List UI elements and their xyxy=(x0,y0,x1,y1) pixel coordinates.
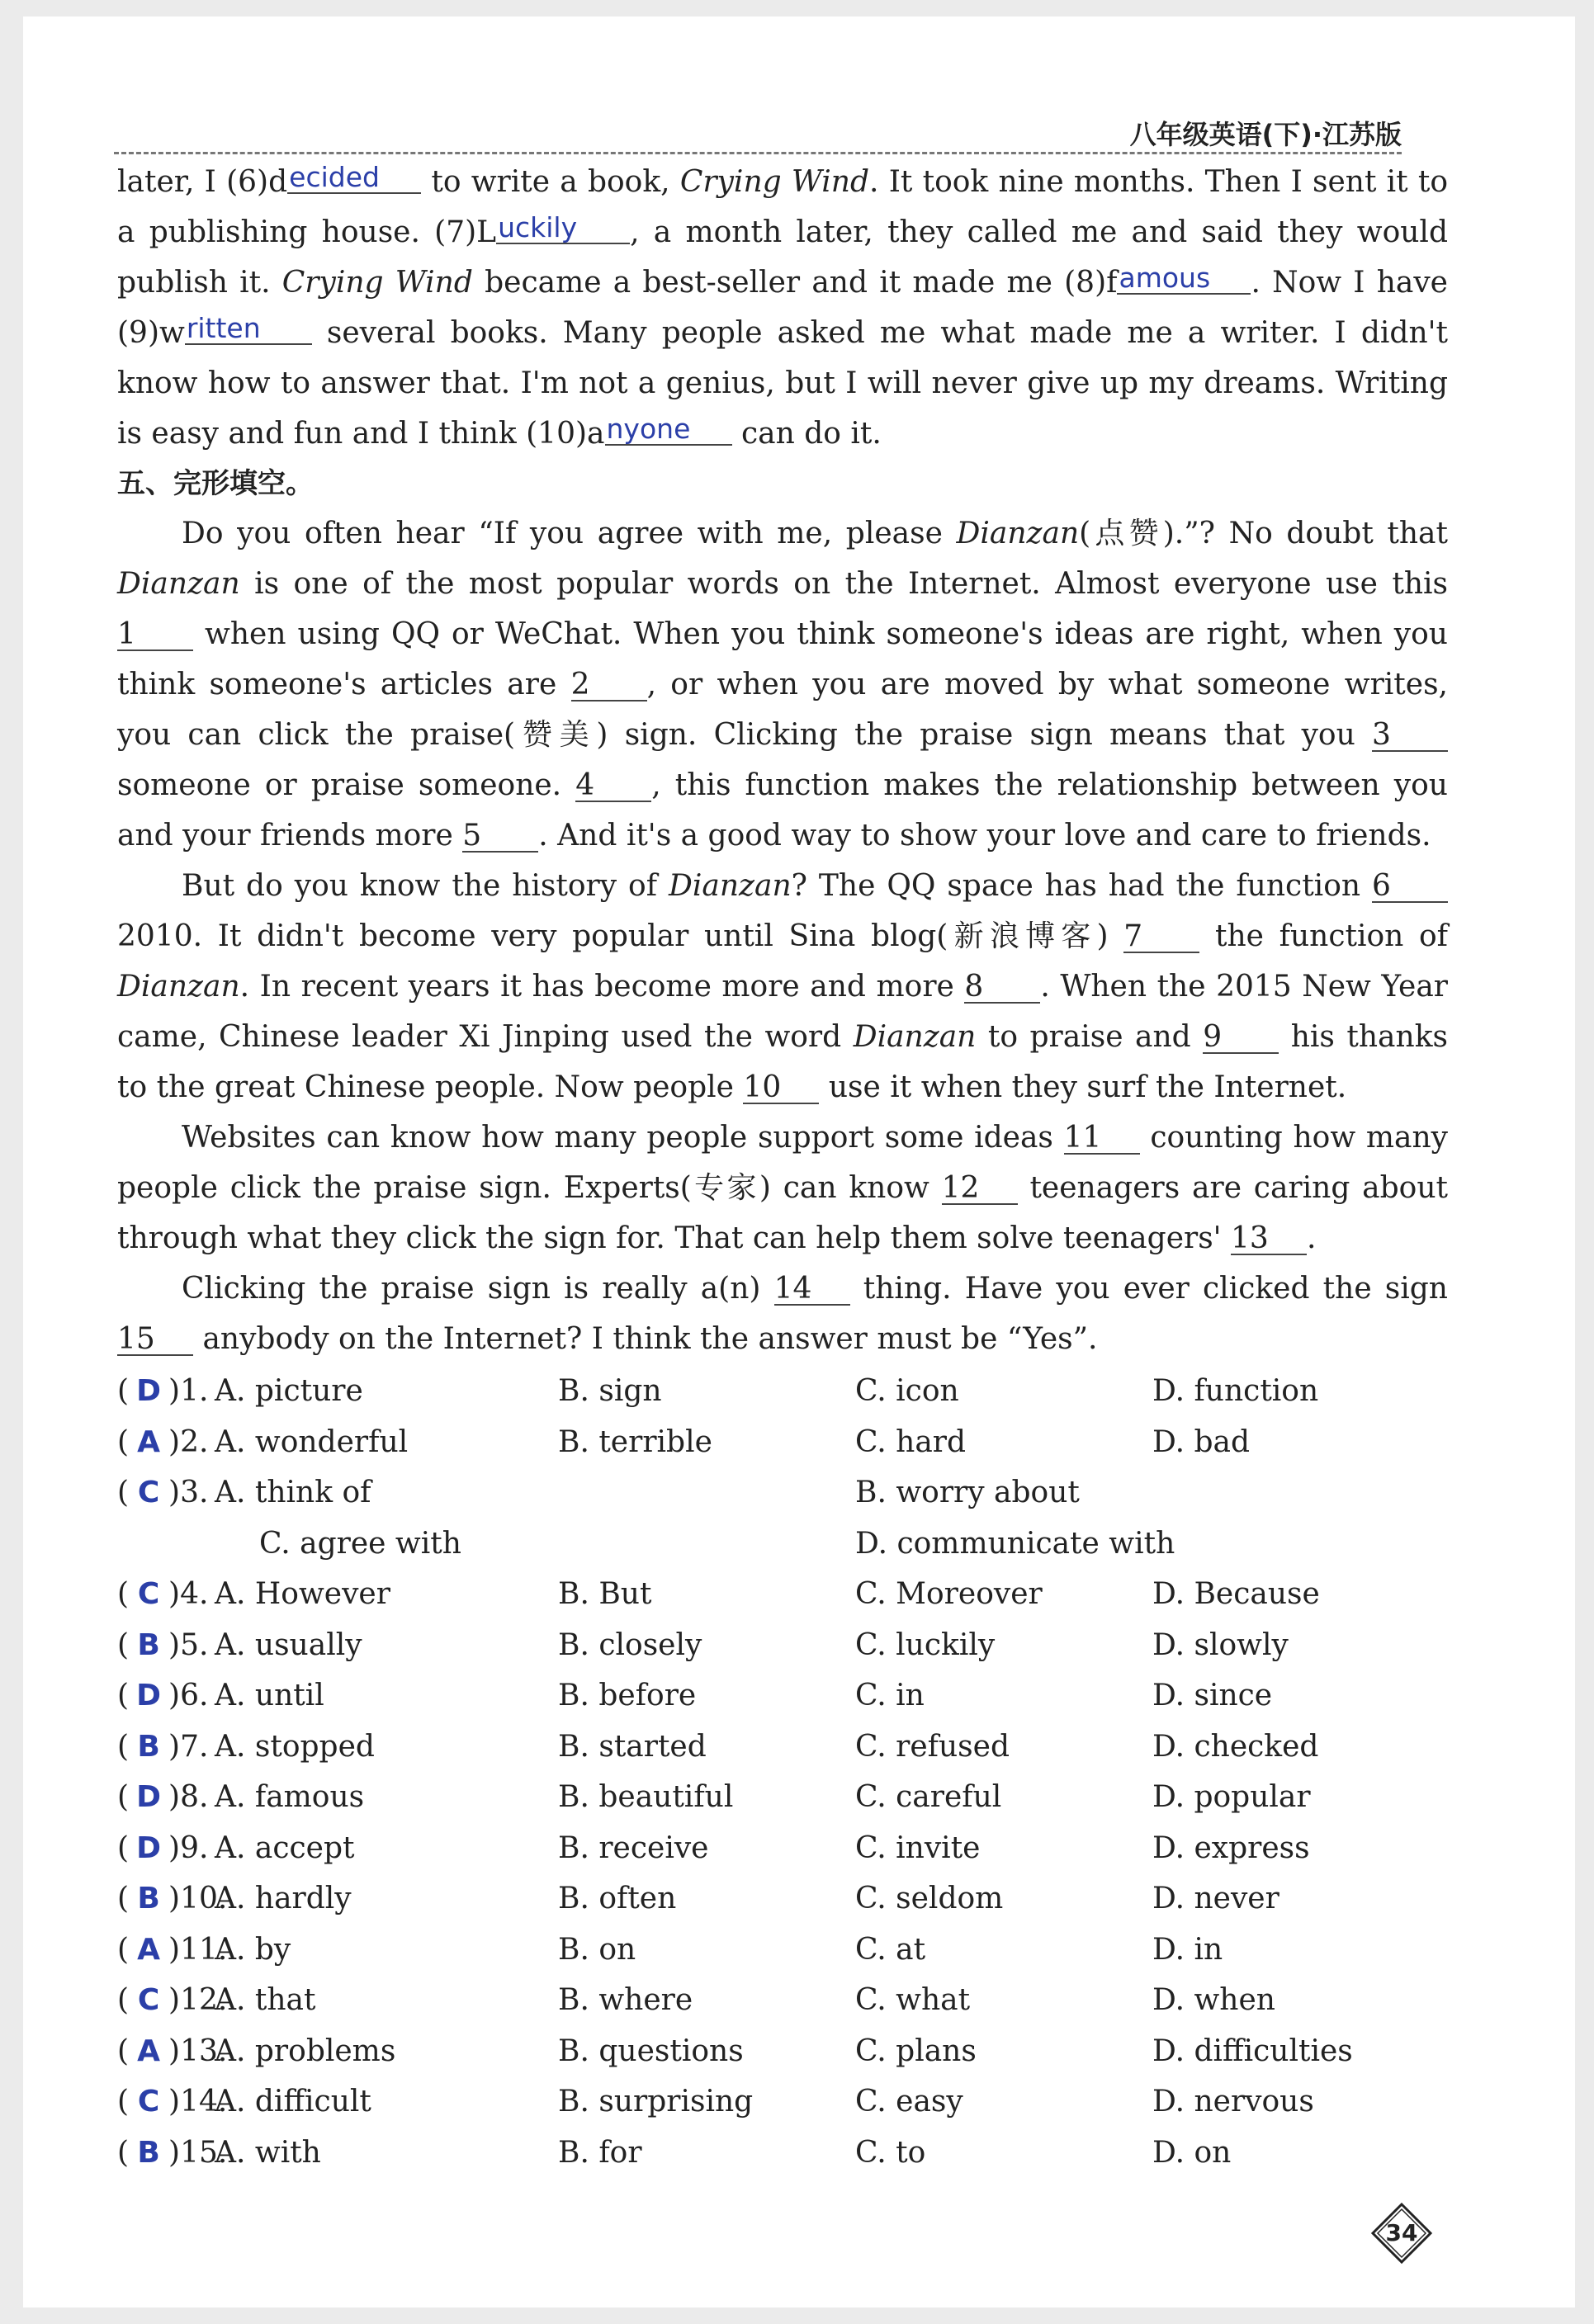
option-a: A. problems xyxy=(215,2034,396,2068)
question-row xyxy=(117,1873,1448,1925)
text-run: (点赞).”? No doubt that xyxy=(1079,517,1448,550)
question-row xyxy=(117,1569,1448,1620)
text-run: the function of xyxy=(1199,919,1449,953)
option-c: C. plans xyxy=(855,2034,977,2068)
option-b: B. surprising xyxy=(558,2085,754,2119)
question-number: )1. xyxy=(168,1374,209,1408)
answer-key: D xyxy=(136,1830,161,1865)
option-b: B. But xyxy=(558,1577,652,1611)
answer-paren: ( B )15. xyxy=(117,2128,227,2179)
option-d: D. Because xyxy=(1152,1577,1320,1611)
answer-paren: ( C )4. xyxy=(117,1569,208,1620)
question-row xyxy=(117,1417,1448,1468)
cloze-paragraph-2 xyxy=(117,861,1448,1112)
text-run: thing. Have you ever clicked the sign xyxy=(849,1272,1448,1306)
answer-paren: ( B )5. xyxy=(117,1620,208,1671)
question-number: )15. xyxy=(168,2135,228,2170)
text-run: to praise and xyxy=(976,1020,1204,1054)
question-row xyxy=(117,1519,1448,1570)
option-a: A. by xyxy=(215,1932,291,1967)
italic-word: Dianzan xyxy=(117,970,240,1004)
option-c: C. what xyxy=(855,1983,971,2017)
option-c: C. icon xyxy=(855,1374,959,1408)
answer-key: A xyxy=(137,1932,160,1967)
answer-paren: ( C )3. xyxy=(117,1467,208,1519)
question-row xyxy=(117,1722,1448,1773)
book-title: Crying Wind xyxy=(679,165,870,199)
option-d: D. function xyxy=(1152,1374,1319,1408)
option-c: C. seldom xyxy=(855,1882,1004,1915)
option-c: C. Moreover xyxy=(855,1577,1043,1611)
text-run: several books. Many people asked me what made me a writer. I didn't know how to answer that. I'm not a genius, but I will never give up my dreams. Writing is easy and fun and I think (10)a xyxy=(117,316,1448,451)
option-d: D. express xyxy=(1152,1830,1310,1865)
cloze-blank: 1 xyxy=(117,620,193,651)
option-a: A. stopped xyxy=(215,1729,375,1764)
question-number: )12. xyxy=(168,1983,228,2017)
text-run: when using QQ or WeChat. When you think someone's ideas are right, when you think someone's articles are xyxy=(117,617,1448,701)
answer-blank-6: ecided xyxy=(287,163,421,194)
option-a: A. think of xyxy=(215,1476,371,1509)
option-b: B. for xyxy=(558,2135,642,2170)
answer-key: B xyxy=(137,1729,160,1764)
cloze-blank: 13 xyxy=(1231,1224,1307,1255)
text-run: teenagers are caring about through what they click the sign for. That can help them solve teenagers' xyxy=(117,1171,1449,1255)
cloze-blank: 14 xyxy=(774,1274,850,1306)
answer-paren: ( D )8. xyxy=(117,1772,208,1823)
text-run: Clicking the praise sign is really a(n) xyxy=(182,1272,774,1306)
option-d: D. checked xyxy=(1152,1729,1319,1764)
answer-blank-10: nyone xyxy=(605,414,732,446)
option-d: D. difficulties xyxy=(1152,2034,1353,2068)
option-b: B. questions xyxy=(558,2034,744,2068)
text-run: anybody on the Internet? I think the answer must be “Yes”. xyxy=(193,1322,1098,1356)
question-row xyxy=(117,1670,1448,1722)
option-a: A. until xyxy=(215,1679,324,1712)
text-run: someone or praise someone. xyxy=(117,768,576,802)
answer-blank-8: amous xyxy=(1117,263,1251,295)
answer-key: C xyxy=(137,1476,160,1509)
answer-paren: ( D )1. xyxy=(117,1366,208,1417)
question-row xyxy=(117,1772,1448,1823)
cloze-blank: 6 xyxy=(1372,872,1448,903)
cloze-blank: 4 xyxy=(575,771,651,802)
cloze-blank: 11 xyxy=(1064,1123,1140,1155)
option-b: B. closely xyxy=(558,1627,702,1662)
option-a: A. usually xyxy=(215,1627,362,1662)
cloze-paragraph-1 xyxy=(117,508,1448,861)
question-number: )2. xyxy=(168,1424,209,1459)
option-c: C. careful xyxy=(855,1780,1002,1814)
text-run: to write a book, xyxy=(421,165,680,199)
answer-paren: ( C )12. xyxy=(117,1975,227,2026)
workbook-page xyxy=(23,17,1575,2307)
page-content xyxy=(117,157,1448,2178)
answer-paren: ( A )13. xyxy=(117,2026,227,2077)
answer-key: D xyxy=(136,1374,161,1408)
option-b: B. where xyxy=(558,1983,693,2017)
cloze-blank: 12 xyxy=(942,1174,1018,1205)
answer-key: D xyxy=(136,1780,161,1814)
text-run: . It took nine months. Then I sent it to a publishing house. (7)L xyxy=(117,165,1449,249)
question-row xyxy=(117,1467,1448,1519)
option-a: A. famous xyxy=(215,1780,365,1814)
answer-key: C xyxy=(137,2085,160,2119)
option-c: C. hard xyxy=(855,1424,967,1459)
text-run: ? The QQ space has had the function xyxy=(791,869,1373,903)
text-run: 2010. It didn't become very popular until Sina blog(新浪博客) xyxy=(117,919,1124,953)
answer-paren: ( A )2. xyxy=(117,1417,208,1468)
option-d: D. popular xyxy=(1152,1780,1311,1814)
text-run: counting how many people click the praise sign. Experts(专家) can know xyxy=(117,1121,1448,1205)
option-b: B. receive xyxy=(558,1830,709,1865)
answer-key: A xyxy=(137,2034,160,2068)
cloze-blank: 3 xyxy=(1372,720,1448,752)
option-c: C. refused xyxy=(855,1729,1010,1764)
question-number: )9. xyxy=(168,1830,209,1865)
answer-paren: ( B )7. xyxy=(117,1722,208,1773)
option-d: D. nervous xyxy=(1152,2085,1314,2119)
cloze-blank: 10 xyxy=(743,1073,819,1104)
text-run: Websites can know how many people support some ideas xyxy=(182,1121,1064,1155)
answer-paren: ( C )14. xyxy=(117,2076,227,2128)
cloze-blank: 15 xyxy=(117,1325,193,1356)
option-c: C. agree with xyxy=(259,1526,461,1561)
text-run: . When the 2015 New Year came, Chinese leader Xi Jinping used the word xyxy=(117,970,1448,1054)
answer-key: A xyxy=(137,1424,160,1459)
answer-key: C xyxy=(137,1983,160,2017)
italic-word: Dianzan xyxy=(853,1020,977,1054)
answer-key: B xyxy=(137,2135,160,2170)
question-row xyxy=(117,1823,1448,1874)
text-run: later, I (6)d xyxy=(117,165,288,199)
answer-blank-9: ritten xyxy=(185,314,312,345)
answer-paren: ( B )10. xyxy=(117,1873,227,1925)
option-b: B. sign xyxy=(558,1374,662,1408)
option-d: D. in xyxy=(1152,1932,1223,1967)
option-d: D. when xyxy=(1152,1983,1275,2017)
answer-paren: ( A )11. xyxy=(117,1925,227,1976)
option-a: A. difficult xyxy=(215,2085,371,2119)
page-number-badge xyxy=(1370,2202,1433,2265)
option-c: C. luckily xyxy=(855,1627,996,1662)
answer-key: B xyxy=(137,1882,160,1915)
text-run: became a best-seller and it made me (8)f xyxy=(472,266,1118,300)
cloze-blank: 7 xyxy=(1123,922,1199,953)
question-number: )13. xyxy=(168,2034,228,2068)
cloze-paragraph-3 xyxy=(117,1112,1448,1264)
option-a: A. hardly xyxy=(215,1882,352,1915)
option-c: C. invite xyxy=(855,1830,981,1865)
header-title: 八年级英语(下)·江苏版 xyxy=(1129,119,1402,150)
question-row xyxy=(117,1975,1448,2026)
question-number: )5. xyxy=(168,1627,209,1662)
option-a: A. with xyxy=(215,2135,321,2170)
choice-list xyxy=(117,1366,1448,2178)
book-title: Crying Wind xyxy=(281,266,473,300)
text-run: . Now I have (9)w xyxy=(117,266,1448,350)
option-a: A. wonderful xyxy=(215,1424,409,1459)
text-run: Do you often hear “If you agree with me, please xyxy=(182,517,957,550)
text-run: . And it's a good way to show your love and care to friends. xyxy=(538,819,1431,853)
option-d: D. communicate with xyxy=(855,1526,1175,1561)
question-number: )4. xyxy=(168,1577,209,1611)
cloze-blank: 9 xyxy=(1203,1023,1279,1054)
question-number: )14. xyxy=(168,2085,228,2119)
page-number: 34 xyxy=(1385,2219,1418,2246)
text-run: , this function makes the relationship between you and your friends more xyxy=(117,768,1448,853)
text-run: his thanks to the great Chinese people. Now people xyxy=(117,1020,1448,1104)
option-b: B. started xyxy=(558,1729,707,1764)
page-header xyxy=(114,107,1402,154)
option-b: B. terrible xyxy=(558,1424,712,1459)
question-row xyxy=(117,1620,1448,1671)
answer-key: B xyxy=(137,1627,160,1662)
question-row xyxy=(117,2026,1448,2077)
answer-paren: ( D )6. xyxy=(117,1670,208,1722)
text-run: use it when they surf the Internet. xyxy=(819,1070,1347,1104)
cloze-paragraph-4 xyxy=(117,1264,1448,1364)
text-run: But do you know the history of xyxy=(182,869,669,903)
option-d: D. on xyxy=(1152,2135,1232,2170)
option-d: D. bad xyxy=(1152,1424,1251,1459)
text-run: . In recent years it has become more and more xyxy=(239,970,965,1004)
option-a: A. picture xyxy=(215,1374,363,1408)
passage-continuation xyxy=(117,157,1448,459)
option-d: D. slowly xyxy=(1152,1627,1289,1662)
option-c: C. in xyxy=(855,1679,925,1712)
question-row xyxy=(117,2128,1448,2179)
option-d: D. never xyxy=(1152,1882,1279,1915)
question-number: )3. xyxy=(168,1476,209,1509)
question-number: )8. xyxy=(168,1780,209,1814)
question-number: )10. xyxy=(168,1882,228,1915)
question-row xyxy=(117,2076,1448,2128)
text-run: , or when you are moved by what someone writes, you can click the praise(赞美) sign. Clicking the praise sign means that you xyxy=(117,668,1448,752)
option-b: B. often xyxy=(558,1882,677,1915)
text-run: . xyxy=(1307,1221,1317,1255)
cloze-blank: 5 xyxy=(462,821,538,853)
italic-word: Dianzan xyxy=(669,869,792,903)
text-run: is one of the most popular words on the Internet. Almost everyone use this xyxy=(239,567,1448,601)
option-b: B. beautiful xyxy=(558,1780,734,1814)
section-title: 五、完形填空。 xyxy=(117,467,314,500)
italic-word: Dianzan xyxy=(956,517,1080,550)
question-row xyxy=(117,1366,1448,1417)
option-a: A. that xyxy=(215,1983,316,2017)
answer-key: D xyxy=(136,1679,161,1712)
option-c: B. worry about xyxy=(855,1476,1080,1509)
question-row xyxy=(117,1925,1448,1976)
cloze-blank: 2 xyxy=(571,670,647,701)
question-number: )7. xyxy=(168,1729,209,1764)
italic-word: Dianzan xyxy=(117,567,240,601)
answer-blank-7: uckily xyxy=(496,213,630,244)
cloze-blank: 8 xyxy=(964,972,1040,1004)
option-d: D. since xyxy=(1152,1679,1273,1712)
option-b: B. before xyxy=(558,1679,697,1712)
option-c: C. to xyxy=(855,2135,926,2170)
question-number: )6. xyxy=(168,1679,209,1712)
text-run: can do it. xyxy=(731,417,882,451)
option-b: B. on xyxy=(558,1932,636,1967)
option-a: A. accept xyxy=(215,1830,355,1865)
option-c: C. easy xyxy=(855,2085,963,2119)
answer-key: C xyxy=(137,1577,160,1611)
answer-paren: ( D )9. xyxy=(117,1823,208,1874)
question-number: )11. xyxy=(168,1932,228,1967)
option-c: C. at xyxy=(855,1932,926,1967)
option-a: A. However xyxy=(215,1577,390,1611)
text-run: , a month later, they called me and said they would publish it. xyxy=(117,215,1448,300)
